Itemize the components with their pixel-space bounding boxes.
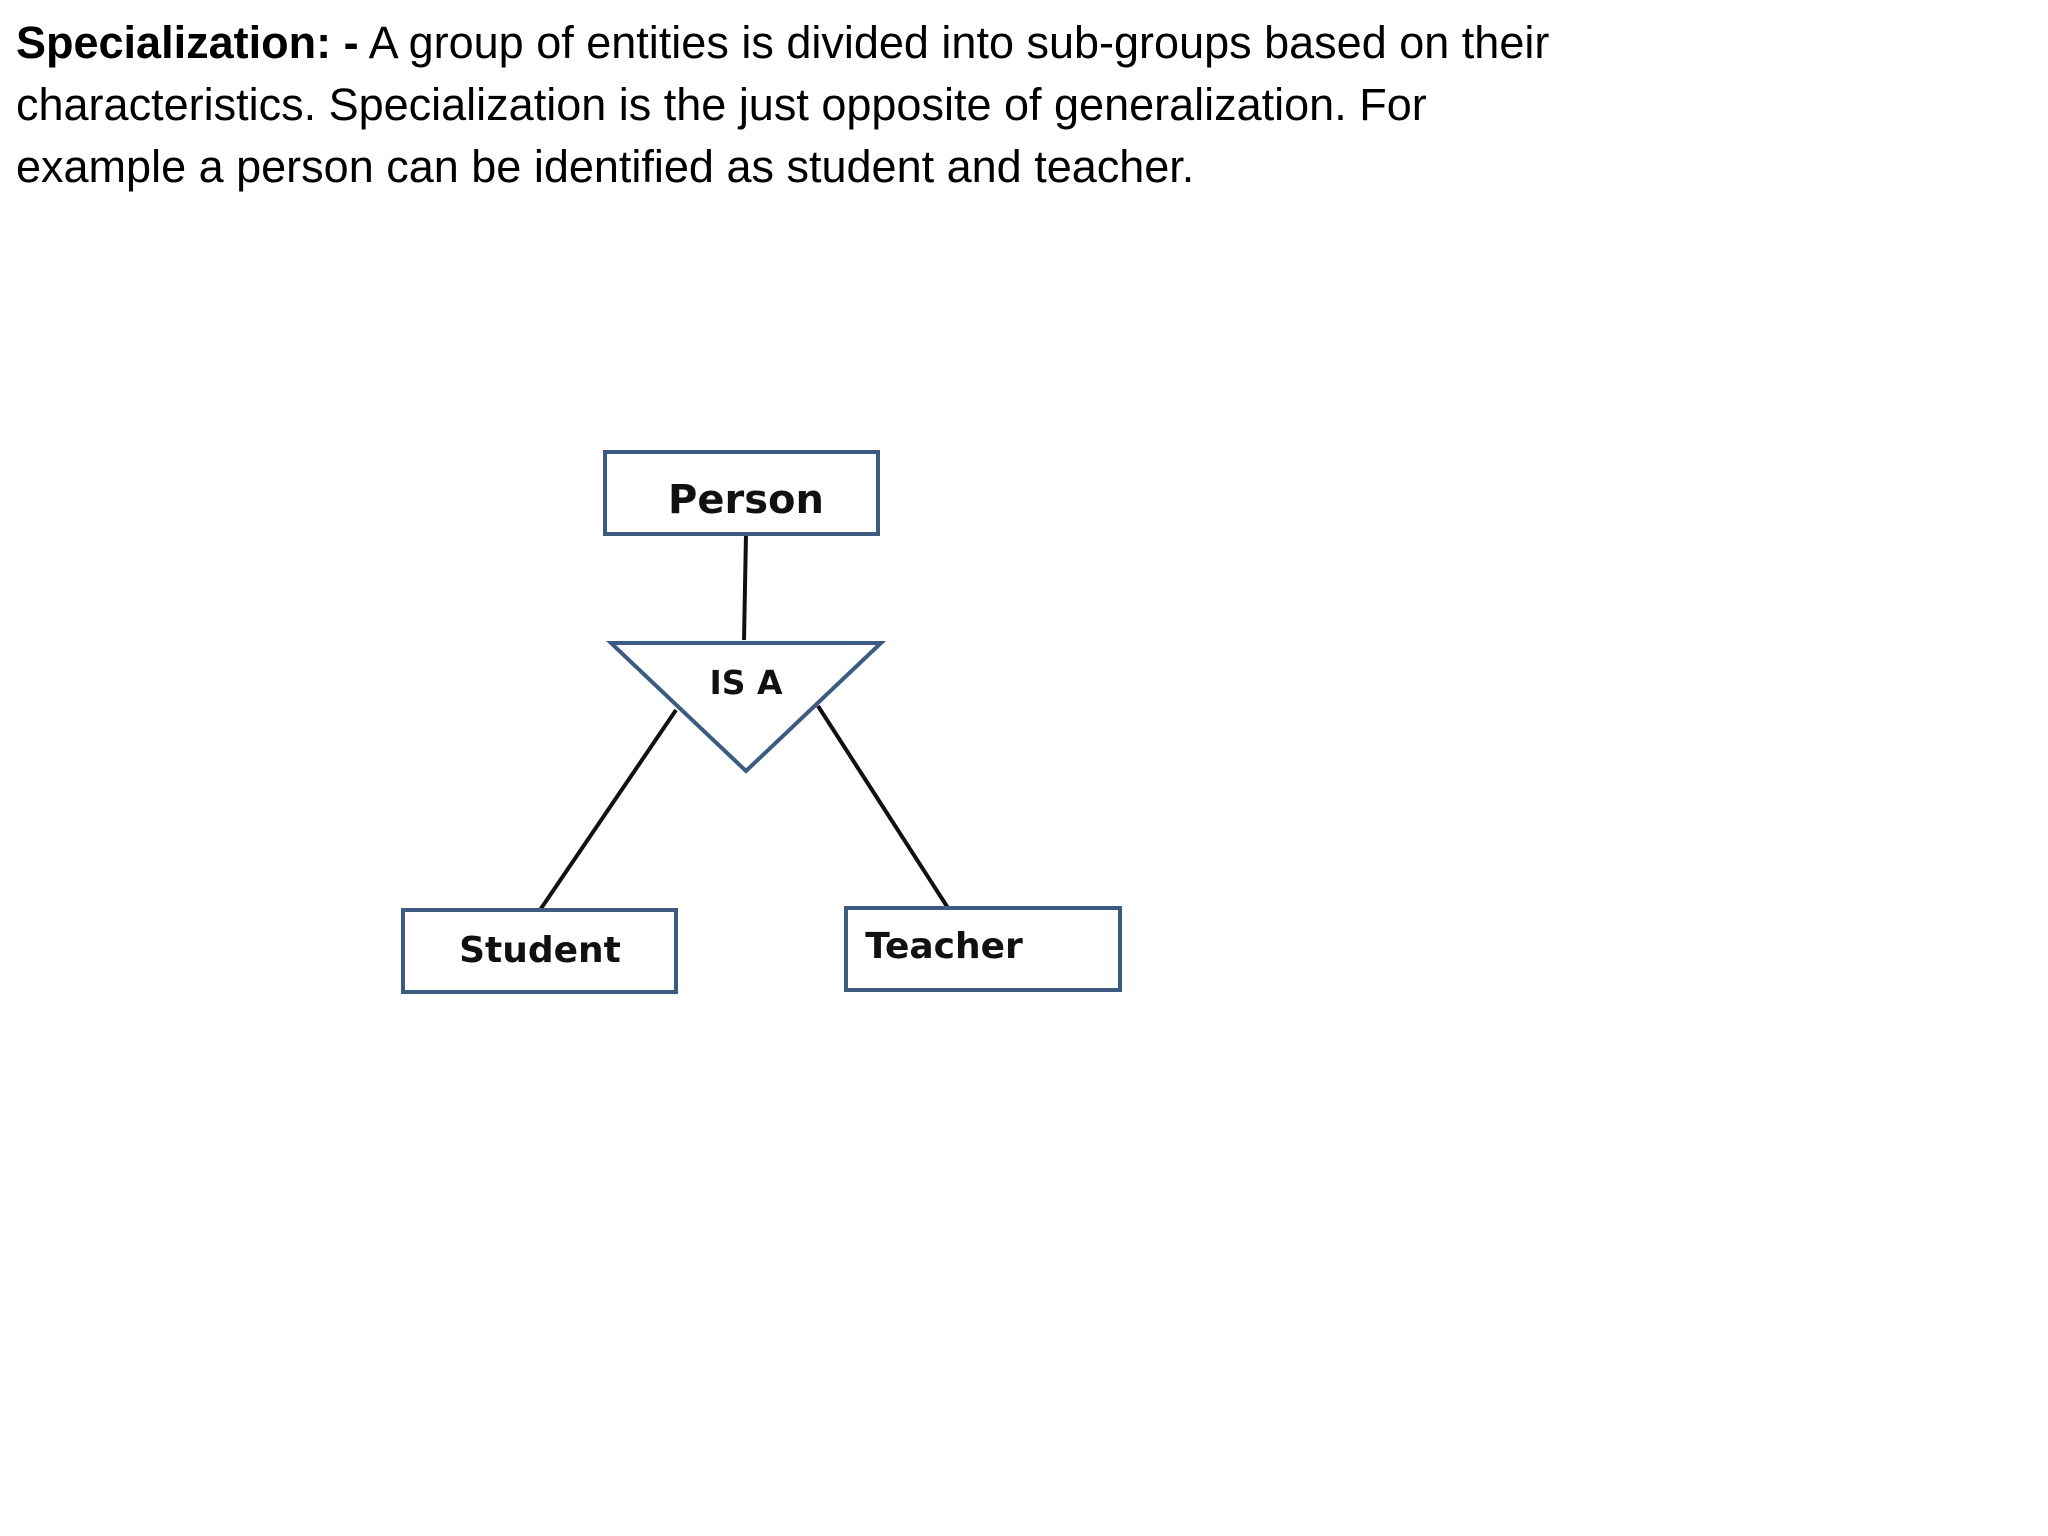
entity-person	[605, 452, 878, 534]
connector-isa-student	[540, 710, 676, 910]
entity-student-label: Student	[459, 930, 621, 971]
entity-person-label: Person	[668, 477, 824, 523]
isa-label: IS A	[709, 663, 783, 702]
entity-teacher-label: Teacher	[865, 926, 1023, 967]
entity-teacher	[846, 908, 1120, 990]
definition-text: A group of entities is divided into sub-groups based on their characteristics. Specialization is the just opposite of generalization. For example a person can be identified as student and teacher.	[16, 17, 1550, 192]
relationship-isa	[611, 643, 881, 771]
connector-isa-teacher	[818, 706, 948, 908]
definition-term: Specialization: -	[16, 17, 359, 68]
connector-person-isa	[744, 534, 746, 640]
entity-student	[403, 910, 676, 992]
